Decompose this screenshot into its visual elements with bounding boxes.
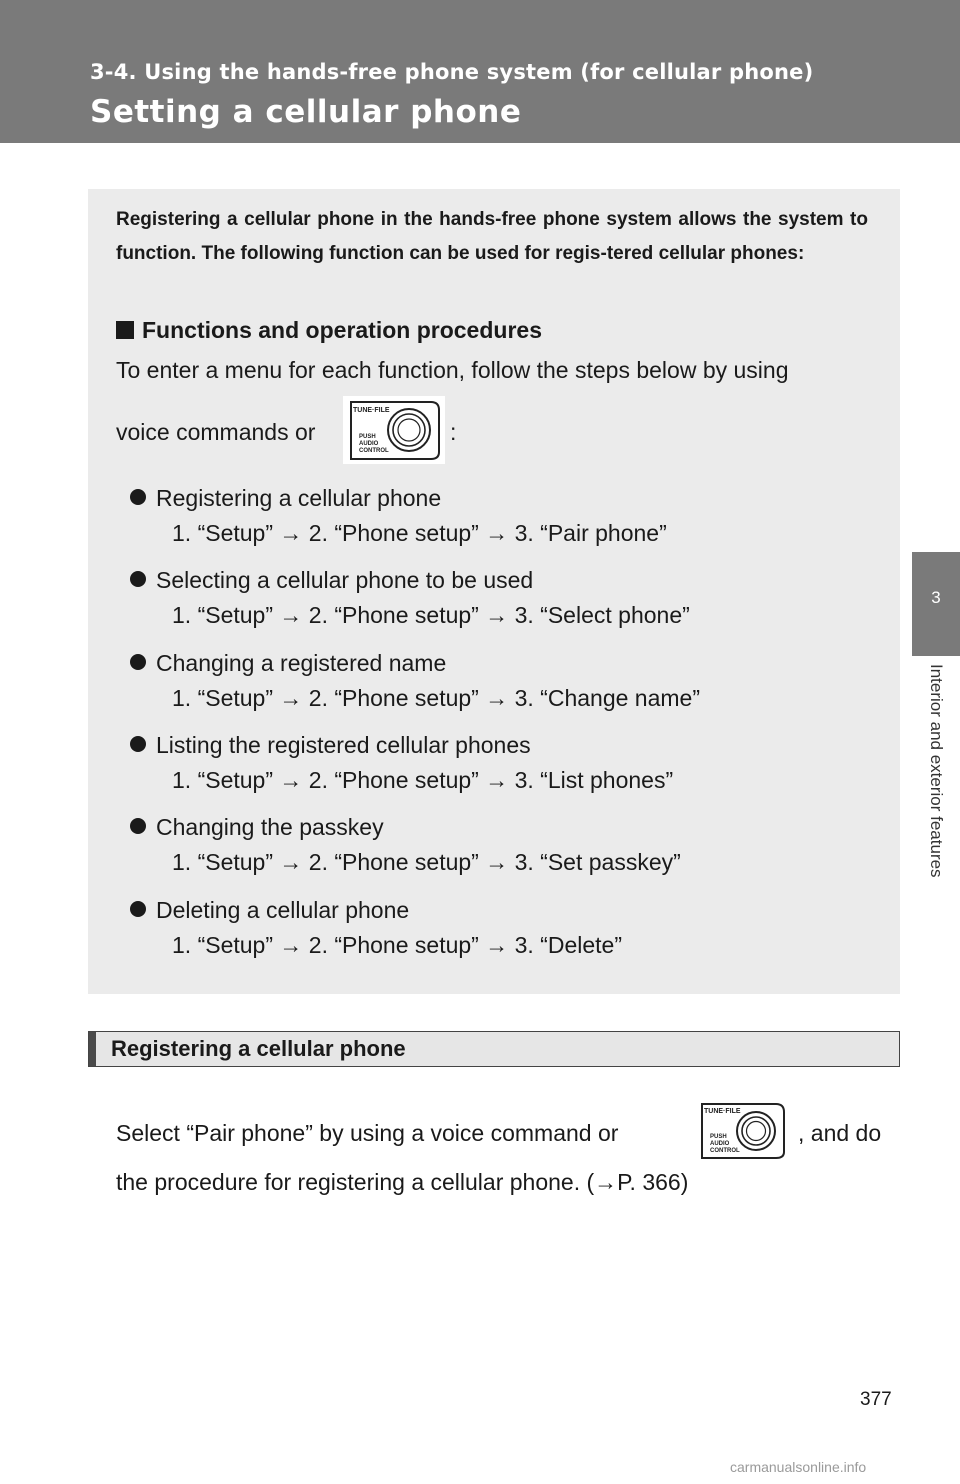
procedure-steps: 1. “Setup” → 2. “Phone setup” → 3. “Pair phone” <box>172 520 667 546</box>
knob-label-audio: AUDIO <box>710 1141 730 1147</box>
page-number: 377 <box>860 1389 892 1410</box>
procedure-steps: 1. “Setup” → 2. “Phone setup” → 3. “List phones” <box>172 767 674 793</box>
instruction-line-2: voice commands or <box>116 419 316 445</box>
round-bullet-icon <box>130 489 146 505</box>
procedure-title: Listing the registered cellular phones <box>156 732 531 758</box>
register-text-line-2: the procedure for registering a cellular phone. (→P. 366) <box>116 1169 689 1195</box>
round-bullet-icon <box>130 571 146 587</box>
functions-subheading-text: Functions and operation procedures <box>142 317 542 343</box>
round-bullet-icon <box>130 901 146 917</box>
knob-label-push: PUSH <box>359 434 376 440</box>
round-bullet-icon <box>130 736 146 752</box>
procedure-item <box>150 567 870 629</box>
functions-subheading <box>116 317 542 344</box>
procedure-title: Selecting a cellular phone to be used <box>156 567 534 593</box>
procedure-title: Changing the passkey <box>156 814 384 840</box>
round-bullet-icon <box>130 818 146 834</box>
procedure-steps: 1. “Setup” → 2. “Phone setup” → 3. “Select phone” <box>172 602 690 628</box>
chapter-tab <box>912 552 960 656</box>
procedure-item <box>150 732 870 794</box>
register-text-line-1: Select “Pair phone” by using a voice command or <box>116 1120 619 1146</box>
procedure-steps: 1. “Setup” → 2. “Phone setup” → 3. “Change name” <box>172 685 700 711</box>
procedure-steps: 1. “Setup” → 2. “Phone setup” → 3. “Set passkey” <box>172 849 681 875</box>
register-section-heading-text: Registering a cellular phone <box>111 1036 406 1061</box>
knob-label-top: TUNE·FILE <box>704 1108 741 1115</box>
intro-text: Registering a cellular phone in the hands-free phone system allows the system to function. The following function can be used for regis-tered cellular phones: <box>116 209 868 264</box>
knob-label-push: PUSH <box>710 1134 727 1140</box>
instruction-line-1: To enter a menu for each function, follow the steps below by using <box>116 357 789 383</box>
info-panel <box>88 189 900 994</box>
procedure-steps: 1. “Setup” → 2. “Phone setup” → 3. “Delete” <box>172 932 622 958</box>
audio-control-knob-icon <box>343 396 445 464</box>
knob-label-control: CONTROL <box>710 1148 740 1154</box>
procedure-title: Deleting a cellular phone <box>156 897 410 923</box>
header-band <box>0 0 960 143</box>
register-section-heading <box>88 1031 900 1067</box>
procedure-item <box>150 650 870 712</box>
chapter-number: 3 <box>931 588 941 607</box>
procedure-item <box>150 485 870 547</box>
heading-bar <box>89 1032 96 1066</box>
watermark-text: carmanualsonline.info <box>730 1459 867 1475</box>
procedure-title: Registering a cellular phone <box>156 485 442 511</box>
procedure-item <box>150 814 870 876</box>
procedure-item <box>150 897 870 959</box>
page-title: Setting a cellular phone <box>90 94 522 130</box>
audio-control-knob-icon <box>690 1100 790 1162</box>
knob-label-top: TUNE·FILE <box>353 407 390 414</box>
knob-label-control: CONTROL <box>359 448 389 454</box>
square-bullet-icon <box>116 321 134 339</box>
knob-label-audio: AUDIO <box>359 441 379 447</box>
round-bullet-icon <box>130 654 146 670</box>
chapter-caption: Interior and exterior features <box>927 664 946 878</box>
register-text-line-1-end: , and do <box>798 1120 882 1146</box>
instruction-colon: : <box>450 419 457 445</box>
section-label: 3-4. Using the hands-free phone system (for cellular phone) <box>90 60 814 84</box>
procedure-title: Changing a registered name <box>156 650 447 676</box>
